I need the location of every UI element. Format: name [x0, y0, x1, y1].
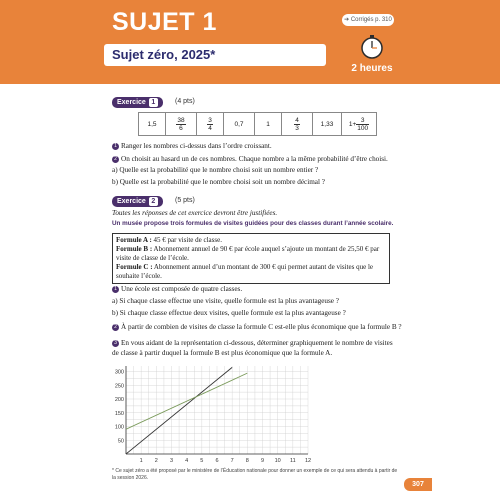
number-cell — [197, 113, 224, 136]
formula-a — [116, 236, 386, 245]
header-band — [0, 0, 500, 84]
formula-a-text: 45 € par visite de classe. — [151, 236, 222, 244]
x-tick-label: 6 — [215, 458, 219, 464]
x-tick-label: 1 — [139, 458, 143, 464]
x-tick-label: 11 — [289, 458, 296, 464]
ex1-q2-text: On choisit au hasard un de ces nombres. Chaque nombre a la même probabilité d’être choisi. — [121, 155, 388, 163]
formula-b-text: Abonnement annuel de 90 € par école auquel s’ajoute un montant de 25,50 € par visite de classe de l’école. — [116, 245, 380, 262]
question-2-bullet: 2 — [112, 156, 119, 163]
fraction: $\frac{4}{3}$ — [295, 116, 299, 132]
ex2-q2-text: À partir de combien de visites de classe la formule C est-elle plus économique que la formule B ? — [121, 323, 402, 331]
formulas-box — [112, 233, 390, 284]
y-tick-label: 50 — [117, 438, 124, 445]
subtitle-box: Sujet zéro, 2025* — [104, 44, 326, 66]
ex2-q1b: b) Si chaque classe effectue deux visites, quelle formule est la plus avantageuse ? — [112, 309, 346, 317]
ex2-musee-statement: Un musée propose trois formules de visites guidées pour des classes durant l’année scolaire. — [112, 220, 394, 227]
x-tick-label: 10 — [274, 458, 281, 464]
number-cell — [282, 113, 313, 136]
x-tick-label: 3 — [169, 458, 174, 464]
ex1-q2b: b) Quelle est la probabilité que le nombre choisi soit un nombre décimal ? — [112, 178, 325, 186]
number-cell: 1+ $\frac{3}{100}$ — [342, 113, 377, 136]
numbers-row — [139, 113, 377, 136]
x-tick-label: 4 — [185, 458, 189, 464]
question-2-bullet: 2 — [112, 324, 119, 331]
y-tick-label: 250 — [114, 383, 124, 390]
corriges-link[interactable]: ➔ Corrigés p. 310 — [342, 14, 394, 26]
number-cell: 1,33 — [313, 113, 342, 136]
ex2-q1-text: Une école est composée de quatre classes. — [121, 285, 243, 293]
page-title: SUJET 1 — [112, 8, 217, 36]
fraction: $\frac{3}{100}$ — [357, 116, 369, 132]
formula-c-text: Abonnement annuel d’un montant de 300 € qui permet autant de visites que le souhaite l’école. — [116, 263, 373, 280]
exercise-2-points: (5 pts) — [175, 197, 195, 204]
ex2-question-1 — [112, 284, 242, 294]
y-tick-label: 200 — [114, 397, 124, 403]
formula-a-label: Formule A : — [116, 236, 152, 244]
exercise-1-badge-label: Exercice — [117, 99, 146, 106]
x-tick-label: 12 — [304, 458, 312, 464]
ex2-q3-text: En vous aidant de la représentation ci-dessous, déterminer graphiquement le nombre de visites de classe à partir duquel la formule B est plus économique que la formule A. — [112, 339, 393, 357]
duration-label: 2 heures — [351, 63, 393, 74]
question-1-bullet: 1 — [112, 286, 119, 293]
ex2-question-3 — [112, 338, 394, 358]
ex2-intro: Toutes les réponses de cet exercice devront être justifiées. — [112, 209, 278, 217]
footnote: * Ce sujet zéro a été proposé par le ministère de l’Éducation nationale pour donner un exemple de ce qui sera attendu à partir de la session 2026. — [112, 468, 398, 481]
formula-c — [116, 263, 386, 281]
question-1-bullet: 1 — [112, 143, 119, 150]
x-tick-label: 5 — [200, 458, 204, 464]
number-cell — [166, 113, 197, 136]
numbers-table — [138, 112, 377, 136]
y-tick-label: 150 — [114, 410, 124, 417]
formula-c-label: Formule C : — [116, 263, 153, 271]
fraction: $\frac{3}{4}$ — [208, 116, 212, 132]
question-3-bullet: 3 — [112, 340, 119, 347]
exercise-1-number: 1 — [149, 98, 158, 107]
formula-b-label: Formule B : — [116, 245, 153, 253]
y-tick-label: 300 — [114, 369, 124, 376]
exercise-2-badge — [112, 196, 163, 207]
stopwatch-icon — [357, 34, 387, 60]
x-tick-label: 2 — [154, 458, 158, 464]
page-number: 307 — [404, 478, 432, 491]
x-tick-label: 7 — [230, 458, 234, 464]
ex2-q1a: a) Si chaque classe effectue une visite, quelle formule est la plus avantageuse ? — [112, 297, 339, 305]
exercise-1-points: (4 pts) — [175, 98, 195, 105]
ex1-question-1 — [112, 141, 272, 151]
x-tick-label: 9 — [260, 458, 265, 464]
exercise-2-badge-label: Exercice — [117, 198, 146, 205]
exercise-2-number: 2 — [149, 197, 158, 206]
exercise-1-badge — [112, 97, 163, 108]
y-tick-label: 100 — [114, 424, 124, 431]
number-cell: 0,7 — [224, 113, 255, 136]
number-cell: 1,5 — [139, 113, 166, 136]
number-cell: 1 — [255, 113, 282, 136]
ex1-question-2 — [112, 154, 388, 164]
x-tick-label: 8 — [245, 458, 249, 464]
ex1-q1-text: Ranger les nombres ci-dessus dans l’ordre croissant. — [121, 142, 272, 150]
ex1-q2a: a) Quelle est la probabilité que le nombre choisi soit un nombre entier ? — [112, 166, 319, 174]
ex2-question-2 — [112, 322, 402, 332]
fraction: $\frac{38}{6}$ — [177, 116, 185, 132]
formula-b — [116, 245, 386, 263]
visits-cost-chart — [112, 362, 312, 466]
